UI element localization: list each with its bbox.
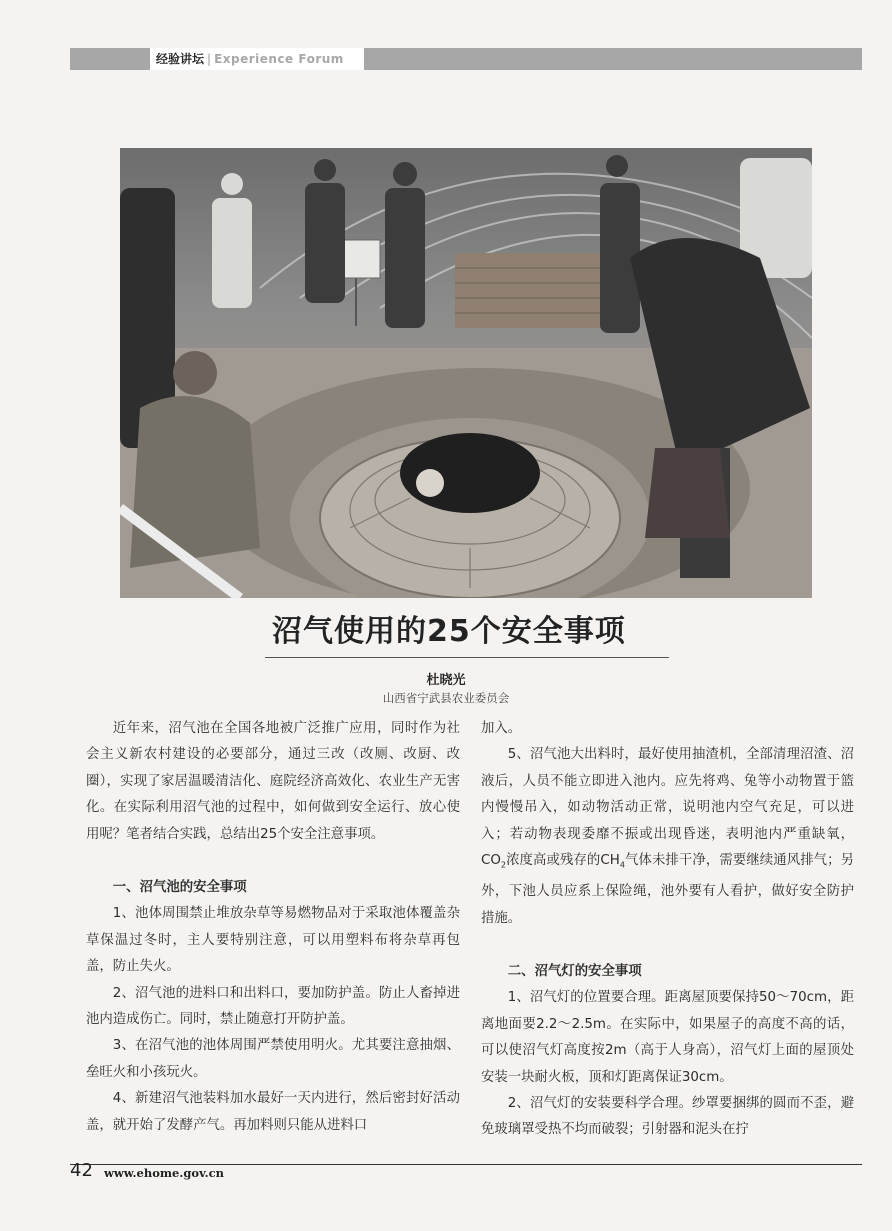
item-5-part-a: 5、沼气池大出料时，最好使用抽渣机，全部清理沼渣、沼液后，人员不能立即进入池内。应先将鸡、兔等小动物置于篮内慢慢吊入，如动物活动正常，说明池内空气充足，可以进入；若动物表现委靡不振或出现昏迷，表明池内严重缺氧，CO	[481, 747, 854, 869]
intro-paragraph: 近年来，沼气池在全国各地被广泛推广应用，同时作为社会主义新农村建设的必要部分，通过三改（改厕、改厨、改圈），实现了家居温暖清洁化、庭院经济高效化、农业生产无害化。在实际利用沼气池的过程中，如何做到安全运行、放心使用呢？笔者结合实践，总结出25个安全注意事项。	[86, 721, 460, 842]
section-heading-2: 二、沼气灯的安全事项	[507, 963, 642, 979]
article-author: 杜晓光	[426, 673, 466, 688]
item-3: 3、在沼气池的池体周围严禁使用明火。尤其要注意抽烟、垒旺火和小孩玩火。	[86, 1038, 460, 1080]
item-5-part-c: 气体未排干净，需要继续通风排气；另外，下池人员应系上保险绳，池外要有人看护，做好安全防护措施。	[481, 853, 855, 926]
item-5	[481, 742, 854, 932]
page-number: 42	[70, 1160, 93, 1181]
section-heading-1: 一、沼气池的安全事项	[112, 880, 247, 896]
section-separator: |	[207, 52, 212, 66]
section-name-en: Experience Forum	[214, 52, 344, 66]
left-column	[86, 716, 460, 1139]
section-header	[156, 51, 344, 67]
photo-biogas-tank-icon	[120, 148, 812, 598]
co2-subscript: 2	[500, 860, 506, 870]
author-affiliation: 山西省宁武县农业委员会	[382, 691, 510, 705]
section-name-cn: 经验讲坛	[156, 52, 205, 66]
right-column	[481, 716, 854, 1144]
footer-rule	[70, 1164, 862, 1165]
section-gap	[481, 932, 854, 959]
footer-url: www.ehome.gov.cn	[104, 1166, 224, 1180]
item-5-part-b: 浓度高或残存的CH	[505, 853, 620, 869]
section-gap	[86, 848, 460, 875]
item-4: 4、新建沼气池装料加水最好一天内进行，然后密封好活动盖，就开始了发酵产气。再加料则只能从进料口	[86, 1091, 460, 1133]
lamp-item-1: 1、沼气灯的位置要合理。距离屋顶要保持50～70cm，距离地面要2.2～2.5m。在实际中，如果屋子的高度不高的话，可以使沼气灯高度按2m（高于人身高），沼气灯上面的屋顶处安装一块耐火板，顶和灯距离保证30cm。	[481, 990, 854, 1085]
item-2: 2、沼气池的进料口和出料口，要加防护盖。防止人畜掉进池内造成伤亡。同时，禁止随意打开防护盖。	[86, 985, 460, 1028]
item-4-continued: 加入。	[481, 721, 522, 736]
article-photo	[120, 148, 812, 598]
ch4-subscript: 4	[619, 860, 625, 870]
lamp-item-2: 2、沼气灯的安装要科学合理。纱罩要捆绑的圆而不歪，避免玻璃罩受热不均而破裂；引射器和泥头在拧	[481, 1095, 854, 1138]
title-underline	[265, 657, 669, 658]
item-1: 1、池体周围禁止堆放杂草等易燃物品对于采取池体覆盖杂草保温过冬时，主人要特别注意，可以用塑料布将杂草再包盖，防止失火。	[86, 906, 460, 975]
article-title: 沼气使用的25个安全事项	[272, 614, 626, 649]
